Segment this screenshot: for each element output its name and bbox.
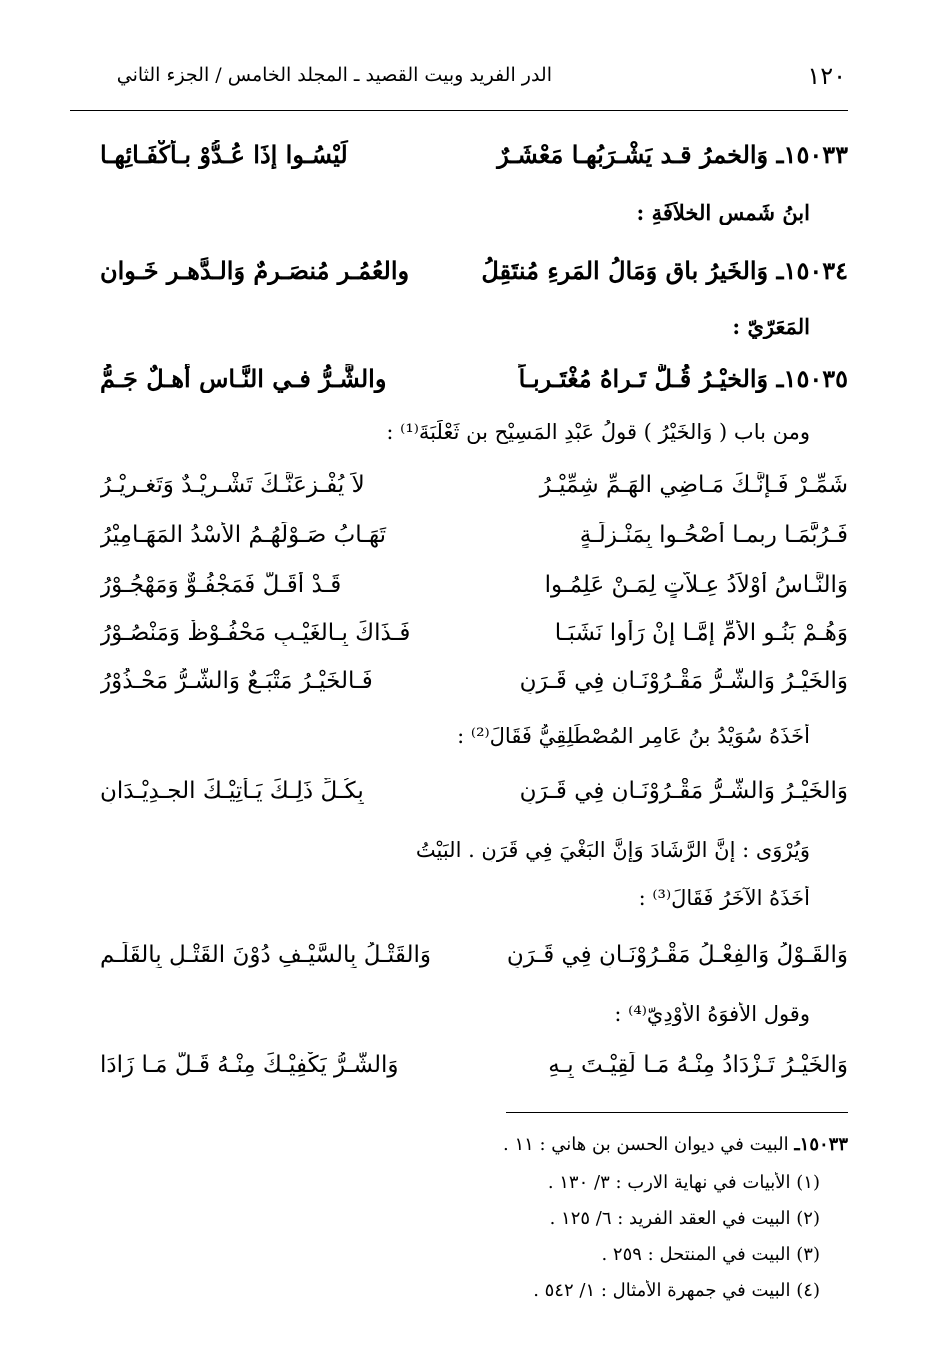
- footnote-number: (١): [796, 1172, 820, 1193]
- poet-attribution: ابنُ شَمسِ الخلاَفَةِ :: [636, 200, 810, 225]
- verse-first-hemistich: وَالقَـوْلُ وَالفِعْـلُ مَقْـرُوْنَـانِ فِي قَـرَنٍ: [506, 942, 848, 968]
- footnote-text: البيت في المنتحل : ٢٥٩ .: [601, 1244, 791, 1265]
- footnote-text: البيت في ديوان الحسن بن هاني : ١١ .: [502, 1134, 789, 1155]
- section-intro: ومن باب ( وَالخَيْرُ ) قولُ عَبْدِ المَسِيْحِ بنِ ثَعْلَبَةَ⁽¹⁾ :: [386, 420, 810, 444]
- section-intro: وقول الأَفوَهُ الأَوْدِيّ⁽⁴⁾ :: [614, 1002, 810, 1026]
- verse-second-hemistich: تَهَـابُ صَـوْلَهُـمُ الأُسْدُ المَهَـامِيْرُ: [100, 522, 386, 548]
- poem-verse: [100, 942, 848, 988]
- poem-verse: [100, 1052, 848, 1098]
- poem-verse: [100, 522, 848, 568]
- verse-first-hemistich: وَالخَيْـرُ وَالشَّـرُّ مَقْـرُوْنَـانِ فِي قَـرَنٍ: [519, 778, 848, 804]
- page-number: ١٢٠: [807, 62, 846, 90]
- verse-second-hemistich: وَالشَّـرُّ يَكْفِيْـكَ مِنْـهُ قَـلَّ مَـا زَادَا: [100, 1052, 399, 1078]
- verse-first-hemistich: وَهُـمْ بَنُـو الأُمِّ إمَّـا إنْ رَأَوا نَشَبَـا: [554, 620, 848, 646]
- footnote-text: الأبيات في نهاية الارب : ٣/ ١٣٠ .: [547, 1172, 791, 1193]
- verse-second-hemistich: والعُمُـر مُنصَـرِمٌ وَالـدَّهـر خَـوان: [100, 256, 410, 285]
- verse-first-hemistich: ١٥٠٣٣ـ وَالخمرُ قـد يَشْـرَبُهـا مَعْشَـرٌ: [497, 140, 848, 169]
- footnote-text: البيت في العقد الفريد : ٦/ ١٢٥ .: [549, 1208, 791, 1229]
- section-intro: أَخَذَهُ سُوَيْدُ بنُ عَامِرٍ المُصْطَلِقِيُّ فَقَالَ⁽²⁾ :: [457, 724, 810, 748]
- footnote: [300, 1208, 820, 1229]
- verse-second-hemistich: لاَ يُفْـزِعَنَّـكَ تَشْـرِيْـدٌ وَتَغـرِيْـرُ: [100, 472, 365, 498]
- verse-second-hemistich: وَالقَتْـلُ بِالسَّيْـفِ دُوْنَ القَتْـلِ بِالقَلَـمِ: [100, 942, 431, 968]
- verse-first-hemistich: فَـرُبَّمَـا ربمـا أَصْحُـوا بِمَنْـزِلَـةٍ: [579, 522, 848, 548]
- verse-second-hemistich: فَـذَاكَ بِـالغَيْـبِ مَحْفُـوْظٌ وَمَنْصُـوْرُ: [100, 620, 411, 646]
- verse-first-hemistich: ١٥٠٣٥ـ وَالخيْـرُ قُـلٌّ تَـراهُ مُغْتَـربـاً: [518, 364, 848, 393]
- verse-first-hemistich: شَمِّـرْ فَـإِنَّـكَ مَـاضِي الهَـمِّ شِمِّيْـرُ: [539, 472, 848, 498]
- verse-second-hemistich: والشَّـرُّ فـي النَّـاسِ أهـلٌ جَـمُّ: [100, 364, 387, 393]
- section-intro: أَخَذَهُ الآخَرُ فَقَالَ⁽³⁾ :: [638, 886, 810, 910]
- footnote: [300, 1172, 820, 1193]
- verse-number: ١٥٠٣٥ـ: [776, 364, 848, 393]
- verse-number: ١٥٠٣٣ـ: [776, 140, 848, 169]
- poet-attribution: المَعَرّيّ :: [732, 314, 810, 339]
- footnote-number: (٣): [796, 1244, 820, 1265]
- footnote-text: البيت في جمهرة الأمثال : ١/ ٥٤٢ .: [533, 1280, 791, 1301]
- footnote-number: ١٥٠٣٣ـ: [794, 1134, 848, 1155]
- verse-first-hemistich: وَالخَيْـرُ وَالشَّـرُّ مَقْـرُوْنَـانِ فِي قَـرَنٍ: [519, 668, 848, 694]
- verse-first-hemistich: وَالنَّـاسُ أَوْلاَدُ عِـلاَّتٍ لِمَـنْ عَلِمُـوا: [544, 572, 848, 598]
- poem-verse: [100, 668, 848, 714]
- verse-15034: [100, 256, 848, 302]
- verse-first-hemistich: ١٥٠٣٤ـ وَالخَيرُ باقٍ وَمَالُ المَرءِ مُنتَقِلُ: [481, 256, 848, 285]
- verse-15033: [100, 140, 848, 186]
- verse-15035: [100, 364, 848, 410]
- footnote-number: (٤): [796, 1280, 820, 1301]
- running-title: الدر الفريد وبيت القصيد ـ المجلد الخامس / الجزء الثاني: [116, 64, 552, 86]
- header-rule: [70, 110, 848, 111]
- poem-verse: [100, 778, 848, 824]
- footnote-rule: [506, 1112, 848, 1113]
- verse-first-hemistich: وَالخَيْـرُ تَـزْدَادُ مِنْـهُ مَـا لَقِيْـتَ بِـهِ: [548, 1052, 848, 1078]
- footnote-number: (٢): [796, 1208, 820, 1229]
- verse-second-hemistich: فَـالخَيْـرُ مَتْبَـعٌ وَالشَّـرُّ مَحْـذُوْرُ: [100, 668, 373, 694]
- verse-second-hemistich: قَـدْ أَقَـلَّ فَمَجْفُـوٌّ وَمَهْجُـوْرُ: [100, 572, 342, 598]
- poem-verse: [100, 572, 848, 618]
- poem-verse: [100, 472, 848, 518]
- verse-second-hemistich: بِكُـلِّ ذَلِـكَ يَـأْتِيْـكَ الجـدِيْـدَانِ: [100, 778, 364, 804]
- verse-number: ١٥٠٣٤ـ: [776, 256, 848, 285]
- footnote: [300, 1244, 820, 1265]
- verse-second-hemistich: لَيْسُـوا إذَا عُـدُّوْ بـأَكْفَـائِهـا: [100, 140, 348, 169]
- poem-verse: [100, 620, 848, 666]
- variant-reading: وَيُرْوَى : إِنَّ الرَّشَادَ وَإِنَّ البَغْيَ فِي قَرَنٍ . البَيْتُ: [415, 838, 810, 862]
- footnote: [300, 1280, 820, 1301]
- footnote: [300, 1134, 848, 1155]
